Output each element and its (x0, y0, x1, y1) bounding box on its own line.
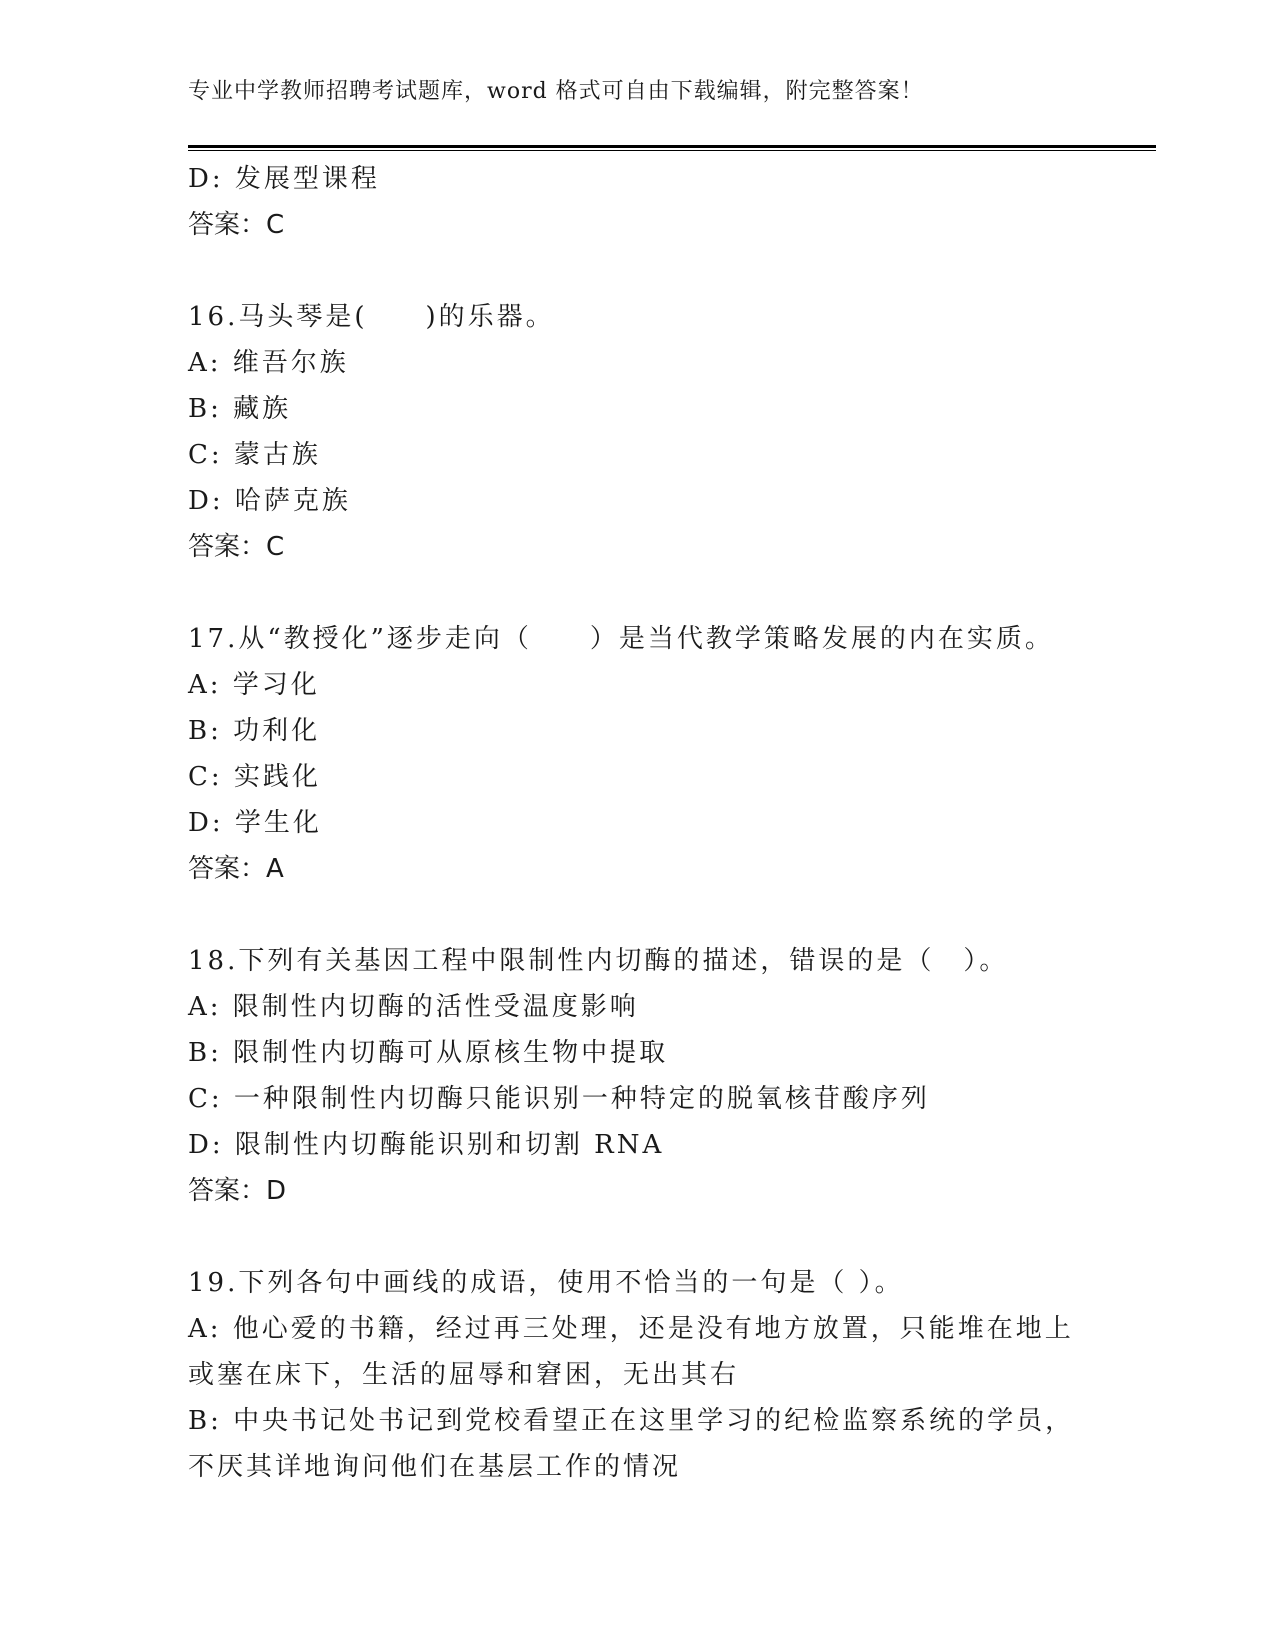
question-18 (188, 938, 1088, 1214)
option-b-line-2: 不厌其详地询问他们在基层工作的情况 (188, 1452, 682, 1482)
option-c: C: 蒙古族 (188, 440, 321, 470)
question-17 (188, 616, 1088, 892)
question-stem: 19.下列各句中画线的成语，使用不恰当的一句是（ ）。 (188, 1268, 904, 1298)
option-d-prev: D: 发展型课程 (188, 164, 380, 194)
answer: 答案：D (188, 1176, 287, 1206)
option-b: B: 藏族 (188, 394, 292, 424)
option-a: A: 学习化 (188, 670, 320, 700)
page-header: 专业中学教师招聘考试题库，word 格式可自由下载编辑，附完整答案！ (188, 79, 924, 104)
option-b-line-1: B: 中央书记处书记到党校看望正在这里学习的纪检监察系统的学员， (188, 1406, 1075, 1436)
option-a-line-1: A: 他心爱的书籍，经过再三处理，还是没有地方放置，只能堆在地上 (188, 1314, 1074, 1344)
question-stem: 17.从“教授化”逐步走向（ ）是当代教学策略发展的内在实质。 (188, 624, 1054, 654)
answer-prev: 答案：C (188, 210, 285, 240)
spacer (188, 248, 1088, 294)
spacer (188, 892, 1088, 938)
option-c: C: 实践化 (188, 762, 321, 792)
answer: 答案：C (188, 532, 285, 562)
option-b: B: 限制性内切酶可从原核生物中提取 (188, 1038, 669, 1068)
question-stem: 16.马头琴是( )的乐器。 (188, 302, 555, 332)
spacer (188, 1214, 1088, 1260)
option-a: A: 维吾尔族 (188, 348, 349, 378)
question-stem: 18.下列有关基因工程中限制性内切酶的描述，错误的是（ ）。 (188, 946, 1009, 976)
option-d: D: 限制性内切酶能识别和切割 RNA (188, 1130, 665, 1160)
header-rule-thin (188, 150, 1156, 151)
option-d: D: 学生化 (188, 808, 322, 838)
question-19 (188, 1260, 1088, 1490)
option-b: B: 功利化 (188, 716, 321, 746)
question-content (188, 156, 1088, 1490)
spacer (188, 570, 1088, 616)
option-c: C: 一种限制性内切酶只能识别一种特定的脱氧核苷酸序列 (188, 1084, 930, 1114)
question-16 (188, 294, 1088, 570)
answer: 答案：A (188, 854, 284, 884)
option-a: A: 限制性内切酶的活性受温度影响 (188, 992, 639, 1022)
header-rule-thick (188, 145, 1156, 148)
option-d: D: 哈萨克族 (188, 486, 351, 516)
option-a-line-2: 或塞在床下，生活的屈辱和窘困，无出其右 (188, 1360, 740, 1390)
